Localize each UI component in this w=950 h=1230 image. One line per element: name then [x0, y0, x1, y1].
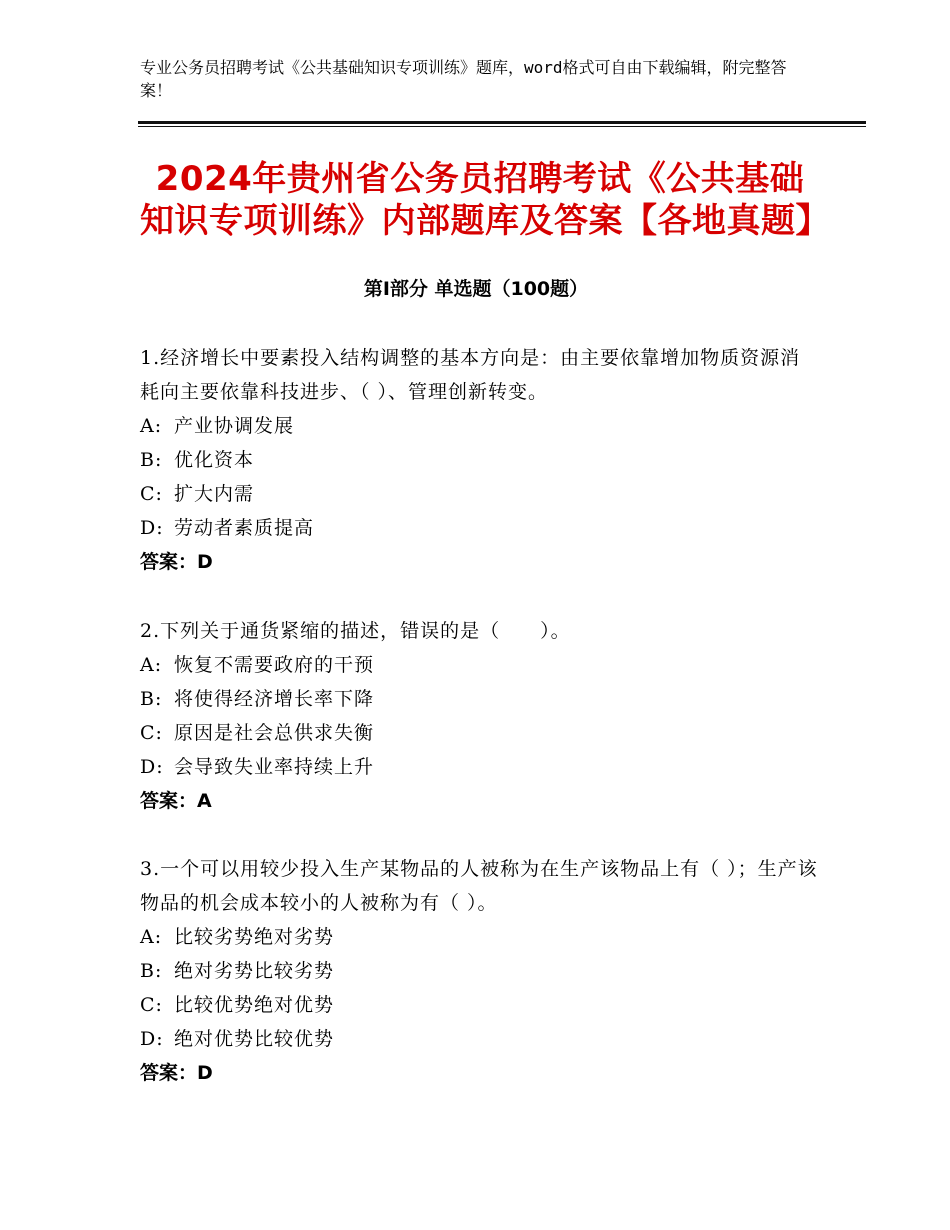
option-letter: B: [140, 960, 163, 982]
question-text: 3.一个可以用较少投入生产某物品的人被称为在生产该物品上有（ ）；生产该物品的机会成本较小的人被称为有（ ）。 [140, 858, 818, 914]
option-text: 绝对优势比较优势 [174, 1028, 335, 1050]
option-letter: A: [140, 654, 163, 676]
option-b [140, 443, 820, 477]
option-text: 比较劣势绝对劣势 [174, 926, 335, 948]
option-text: 会导致失业率持续上升 [174, 756, 375, 778]
question-text: 1.经济增长中要素投入结构调整的基本方向是：由主要依靠增加物质资源消耗向主要依靠科技进步、（ ）、管理创新转变。 [140, 347, 801, 403]
question-text: 2.下列关于通货紧缩的描述，错误的是（ ）。 [140, 620, 571, 642]
option-letter: A: [140, 415, 163, 437]
option-letter: C: [140, 994, 163, 1016]
option-a [140, 648, 820, 682]
option-b [140, 954, 820, 988]
header-note: 专业公务员招聘考试《公共基础知识专项训练》题库，word格式可自由下载编辑，附完整答案！ [140, 58, 787, 100]
option-text: 绝对劣势比较劣势 [174, 960, 335, 982]
header-divider-thin [138, 126, 866, 127]
option-a [140, 409, 820, 443]
option-text: 恢复不需要政府的干预 [174, 654, 375, 676]
document-title: 2024年贵州省公务员招聘考试《公共基础知识专项训练》内部题库及答案【各地真题】 [140, 159, 830, 241]
option-d [140, 1022, 820, 1056]
option-letter: D: [140, 517, 164, 539]
question-1 [140, 341, 820, 579]
option-d [140, 750, 820, 784]
option-c [140, 988, 820, 1022]
option-c [140, 477, 820, 511]
option-text: 优化资本 [174, 449, 255, 471]
option-letter: D: [140, 1028, 164, 1050]
option-d [140, 511, 820, 545]
option-letter: D: [140, 756, 164, 778]
option-c [140, 716, 820, 750]
option-text: 产业协调发展 [174, 415, 295, 437]
question-2 [140, 614, 820, 818]
option-letter: C: [140, 722, 163, 744]
option-letter: B: [140, 449, 163, 471]
option-b [140, 682, 820, 716]
answer: 答案：A [140, 790, 212, 812]
option-letter: B: [140, 688, 163, 710]
header-divider-thick [138, 121, 866, 124]
answer: 答案：D [140, 1062, 213, 1084]
option-a [140, 920, 820, 954]
answer: 答案：D [140, 551, 213, 573]
option-text: 劳动者素质提高 [174, 517, 315, 539]
option-letter: C: [140, 483, 163, 505]
question-3 [140, 852, 820, 1090]
option-text: 比较优势绝对优势 [174, 994, 335, 1016]
option-text: 扩大内需 [174, 483, 255, 505]
option-text: 将使得经济增长率下降 [174, 688, 375, 710]
option-letter: A: [140, 926, 163, 948]
option-text: 原因是社会总供求失衡 [174, 722, 375, 744]
section-heading: 第Ⅰ部分 单选题（100题） [363, 278, 589, 300]
